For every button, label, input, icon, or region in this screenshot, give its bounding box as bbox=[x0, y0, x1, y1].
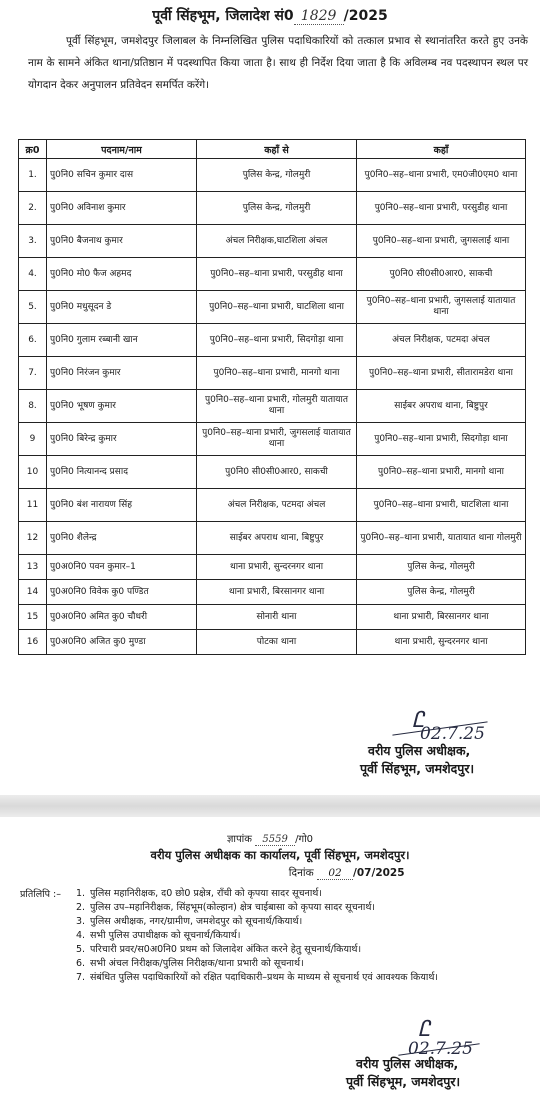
transfer-table bbox=[18, 139, 526, 655]
cell-from: पु0नि0–सह–थाना प्रभारी, गोलमुरी यातायात थाना bbox=[197, 390, 357, 423]
signatory-place: पूर्वी सिंहभूम, जमशेदपुर। bbox=[360, 761, 475, 776]
col-sl: क्र0 bbox=[19, 140, 47, 159]
table-row bbox=[19, 159, 526, 192]
table-row bbox=[19, 258, 526, 291]
cell-name: पु0अ0नि0 अमित कु0 चौधरी bbox=[47, 605, 197, 630]
memo-number-line bbox=[0, 831, 540, 846]
cell-to: अंचल निरीक्षक, पटमदा अंचल bbox=[357, 324, 526, 357]
col-to: कहाँ bbox=[357, 140, 526, 159]
cell-from: अंचल निरीक्षक,घाटशिला अंचल bbox=[197, 225, 357, 258]
heading-suffix: /2025 bbox=[343, 8, 388, 24]
table-row bbox=[19, 291, 526, 324]
cell-name: पु0नि0 निरंजन कुमार bbox=[47, 357, 197, 390]
table-row bbox=[19, 324, 526, 357]
cell-from: पु0नि0–सह–थाना प्रभारी, जुगसलाई यातायात थाना bbox=[197, 423, 357, 456]
memo-page bbox=[0, 817, 540, 1119]
cell-to: पुलिस केन्द्र, गोलमुरी bbox=[357, 555, 526, 580]
office-title: वरीय पुलिस अधीक्षक का कार्यालय, पूर्वी सिंहभूम, जमशेदपुर। bbox=[150, 848, 410, 862]
table-row bbox=[19, 456, 526, 489]
cell-to: पु0नि0–सह–थाना प्रभारी, यातायात थाना गोलमुरी bbox=[357, 522, 526, 555]
signature-date: 02.7.25 bbox=[420, 724, 485, 744]
memo-suffix: /गो0 bbox=[295, 834, 314, 845]
cell-name: पु0नि0 बैजनाथ कुमार bbox=[47, 225, 197, 258]
cell-name: पु0नि0 अविनाश कुमार bbox=[47, 192, 197, 225]
table-row bbox=[19, 580, 526, 605]
table-row bbox=[19, 555, 526, 580]
cell-from: अंचल निरीक्षक, पटमदा अंचल bbox=[197, 489, 357, 522]
cell-to: थाना प्रभारी, बिरसानगर थाना bbox=[357, 605, 526, 630]
cell-name: पु0अ0नि0 विवेक कु0 पण्डित bbox=[47, 580, 197, 605]
cell-from: पोटका थाना bbox=[197, 630, 357, 655]
table-row bbox=[19, 390, 526, 423]
cell-from: पु0नि0 सी0सी0आर0, साकची bbox=[197, 456, 357, 489]
memo-number: 5559 bbox=[255, 834, 295, 846]
cell-sl: 2. bbox=[19, 192, 47, 225]
cell-to: पु0नि0–सह–थाना प्रभारी, जुगसलाई थाना bbox=[357, 225, 526, 258]
cell-name: पु0नि0 भूषण कुमार bbox=[47, 390, 197, 423]
cell-to: पु0नि0–सह–थाना प्रभारी, मानगो थाना bbox=[357, 456, 526, 489]
cell-to: पु0नि0–सह–थाना प्रभारी, घाटशिला थाना bbox=[357, 489, 526, 522]
cell-from: पु0नि0–सह–थाना प्रभारी, परसुडीह थाना bbox=[197, 258, 357, 291]
cell-sl: 1. bbox=[19, 159, 47, 192]
cell-sl: 12 bbox=[19, 522, 47, 555]
cell-name: पु0नि0 सचिन कुमार दास bbox=[47, 159, 197, 192]
cell-to: पु0नि0–सह–थाना प्रभारी, जुगसलाई यातायात थाना bbox=[357, 291, 526, 324]
cell-from: पुलिस केन्द्र, गोलमुरी bbox=[197, 192, 357, 225]
col-from: कहाँ से bbox=[197, 140, 357, 159]
list-item: 1. पुलिस महानिरीक्षक, द0 छो0 प्रक्षेत्र, राँची को कृपया सादर सूचनार्थ। bbox=[76, 888, 322, 899]
order-number: 1829 bbox=[294, 8, 344, 25]
cell-sl: 7. bbox=[19, 357, 47, 390]
cell-to: पु0नि0–सह–थाना प्रभारी, परसुडीह थाना bbox=[357, 192, 526, 225]
cell-name: पु0नि0 गुलाम रब्बानी खान bbox=[47, 324, 197, 357]
signature-mark: Ꮭ bbox=[412, 708, 425, 733]
list-item: 2. पुलिस उप–महानिरीक्षक, सिंहभूम(कोल्हान) क्षेत्र चाईबासा को कृपया सादर सूचनार्थ। bbox=[76, 902, 376, 913]
cell-sl: 9 bbox=[19, 423, 47, 456]
signatory-title: वरीय पुलिस अधीक्षक, bbox=[356, 1056, 459, 1071]
copy-label: प्रतिलिपि :– bbox=[20, 889, 62, 900]
cell-from: पु0नि0–सह–थाना प्रभारी, घाटशिला थाना bbox=[197, 291, 357, 324]
cell-to: साईबर अपराध थाना, बिष्टुपुर bbox=[357, 390, 526, 423]
list-item: 7. संबंधित पुलिस पदाधिकारियों को रक्षित पदाधिकारी–प्रथम के माध्यम से सूचनार्थ एवं आवश्यक कियार्थ। bbox=[76, 972, 438, 983]
cell-from: पु0नि0–सह–थाना प्रभारी, सिदगोड़ा थाना bbox=[197, 324, 357, 357]
cell-to: पु0नि0–सह–थाना प्रभारी, सिदगोड़ा थाना bbox=[357, 423, 526, 456]
date-label: दिनांक bbox=[288, 867, 314, 879]
signatory-place: पूर्वी सिंहभूम, जमशेदपुर। bbox=[346, 1074, 461, 1089]
cell-sl: 10 bbox=[19, 456, 47, 489]
cell-to: थाना प्रभारी, सुन्दरनगर थाना bbox=[357, 630, 526, 655]
cell-name: पु0नि0 बंश नारायण सिंह bbox=[47, 489, 197, 522]
cell-from: पुलिस केन्द्र, गोलमुरी bbox=[197, 159, 357, 192]
list-item: 6. सभी अंचल निरीक्षक/पुलिस निरीक्षक/थाना प्रभारी को सूचनार्थ। bbox=[76, 958, 304, 969]
cell-sl: 13 bbox=[19, 555, 47, 580]
signatory-title: वरीय पुलिस अधीक्षक, bbox=[368, 743, 471, 758]
cell-sl: 11 bbox=[19, 489, 47, 522]
list-item: 5. परिचारी प्रवर/स0अ0नि0 प्रथम को जिलादेश अंकित करने हेतु सूचनार्थ/कियार्थ। bbox=[76, 944, 362, 955]
cell-from: पु0नि0–सह–थाना प्रभारी, मानगो थाना bbox=[197, 357, 357, 390]
cell-to: पुलिस केन्द्र, गोलमुरी bbox=[357, 580, 526, 605]
cell-name: पु0अ0नि0 अजित कु0 मुण्डा bbox=[47, 630, 197, 655]
memo-label: ज्ञापांक bbox=[226, 834, 252, 845]
table-row bbox=[19, 423, 526, 456]
col-name: पदनाम/नाम bbox=[47, 140, 197, 159]
page-gap bbox=[0, 795, 540, 817]
table-row bbox=[19, 522, 526, 555]
cell-name: पु0नि0 मो0 फैज अहमद bbox=[47, 258, 197, 291]
table-row bbox=[19, 357, 526, 390]
cell-name: पु0नि0 बिरेन्द्र कुमार bbox=[47, 423, 197, 456]
date-line bbox=[0, 866, 540, 880]
cell-name: पु0नि0 मधुसूदन डे bbox=[47, 291, 197, 324]
copy-items bbox=[76, 887, 530, 985]
table-row bbox=[19, 489, 526, 522]
list-item: 4. सभी पुलिस उपाधीक्षक को सूचनार्थ/कियार्थ। bbox=[76, 930, 241, 941]
cell-to: पु0नि0 सी0सी0आर0, साकची bbox=[357, 258, 526, 291]
cell-from: साईबर अपराध थाना, बिष्टुपुर bbox=[197, 522, 357, 555]
heading-prefix: पूर्वी सिंहभूम, जिलादेश सं0 bbox=[152, 8, 294, 24]
date-day: 02 bbox=[317, 867, 353, 880]
cell-sl: 15 bbox=[19, 605, 47, 630]
date-rest: /07/2025 bbox=[353, 867, 405, 879]
signatory-block bbox=[360, 742, 474, 778]
cell-sl: 3. bbox=[19, 225, 47, 258]
cell-from: सोनारी थाना bbox=[197, 605, 357, 630]
cell-sl: 14 bbox=[19, 580, 47, 605]
table-row bbox=[19, 225, 526, 258]
order-heading bbox=[0, 6, 540, 25]
cell-sl: 5. bbox=[19, 291, 47, 324]
cell-name: पु0अ0नि0 पवन कुमार–1 bbox=[47, 555, 197, 580]
cell-sl: 16 bbox=[19, 630, 47, 655]
cell-from: थाना प्रभारी, बिरसानगर थाना bbox=[197, 580, 357, 605]
table-row bbox=[19, 630, 526, 655]
table-row bbox=[19, 192, 526, 225]
list-item: 3. पुलिस अधीक्षक, नगर/ग्रामीण, जमशेदपुर को सूचनार्थ/कियार्थ। bbox=[76, 916, 303, 927]
cell-sl: 8. bbox=[19, 390, 47, 423]
cell-name: पु0नि0 शैलेन्द्र bbox=[47, 522, 197, 555]
signature-mark: Ꮭ bbox=[418, 1017, 431, 1042]
cell-sl: 6. bbox=[19, 324, 47, 357]
signatory-block bbox=[346, 1055, 460, 1091]
cell-sl: 4. bbox=[19, 258, 47, 291]
table-row bbox=[19, 605, 526, 630]
intro-paragraph: पूर्वी सिंहभूम, जमशेदपुर जिलाबल के निम्नलिखित पुलिस पदाधिकारियों को तत्काल प्रभाव से स्थानांतरित करते हुए उनके नाम के सामने अंकित थाना/प्रतिष्ठान में पदस्थापित किया जाता है। साथ ही निर्देश दिया जाता है कि अविलम्ब नव पदस्थापन स्थल पर योगदान देकर अनुपालन प्रतिवेदन समर्पित करेंगे। bbox=[28, 35, 528, 91]
cell-name: पु0नि0 नित्यानन्द प्रसाद bbox=[47, 456, 197, 489]
cell-from: थाना प्रभारी, सुन्दरनगर थाना bbox=[197, 555, 357, 580]
table-header-row bbox=[19, 140, 526, 159]
cell-to: पु0नि0–सह–थाना प्रभारी, एम0जी0एम0 थाना bbox=[357, 159, 526, 192]
cell-to: पु0नि0–सह–थाना प्रभारी, सीतारामडेरा थाना bbox=[357, 357, 526, 390]
signature-date: 02.7.25 bbox=[408, 1039, 473, 1059]
